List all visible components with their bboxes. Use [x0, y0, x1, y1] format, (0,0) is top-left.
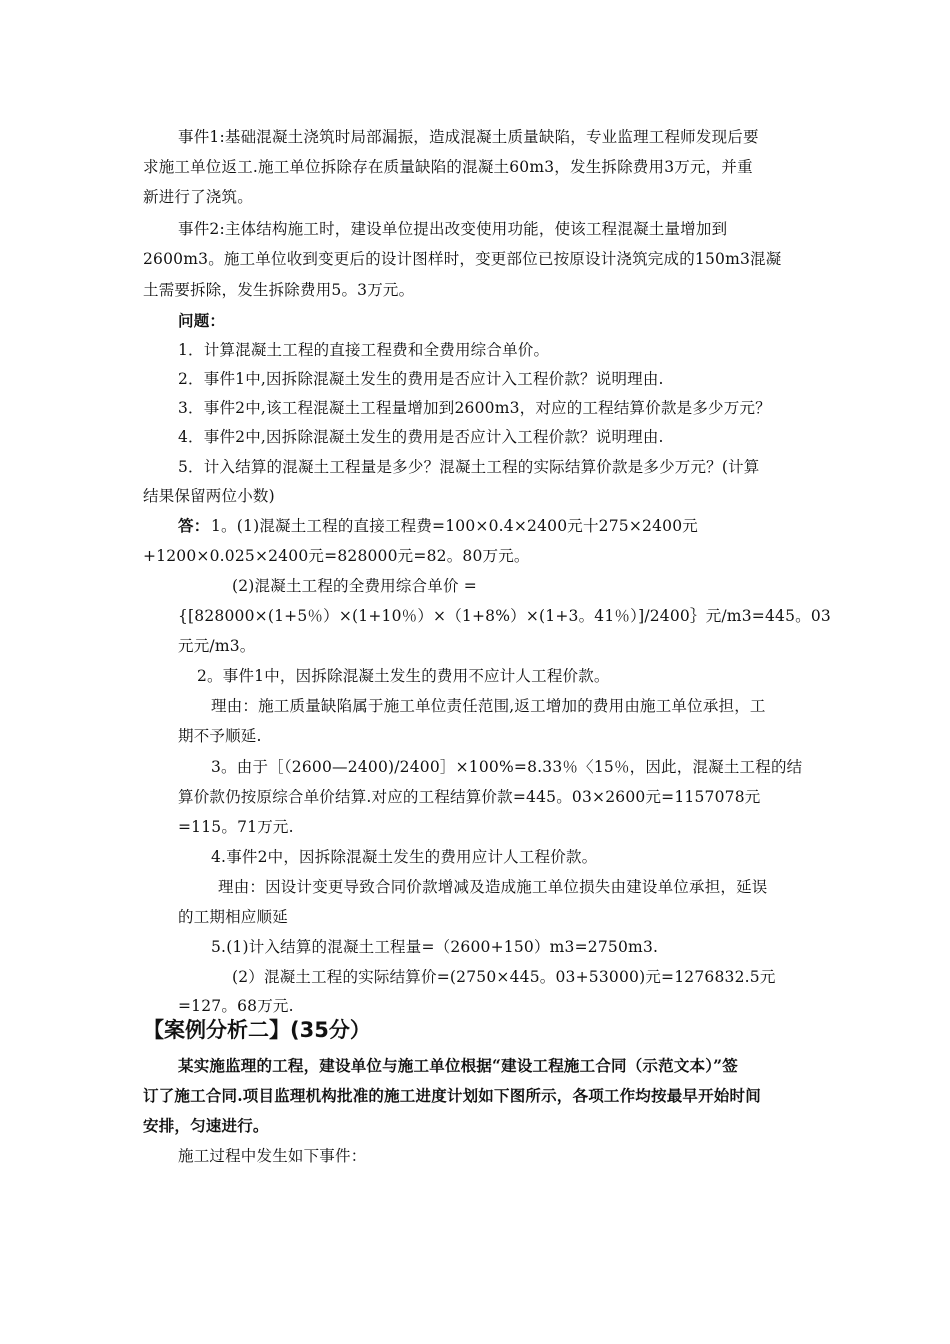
- answer-line: =127。68万元.: [178, 997, 294, 1015]
- answer-line: (2)混凝土工程的全费用综合单价 =: [232, 577, 477, 595]
- answer-line: 3。由于［（2600—2400)/2400］×100%=8.33％〈15％，因此，混凝土工程的结: [211, 758, 803, 776]
- answer-line: 4.事件2中，因拆除混凝土发生的费用应计人工程价款。: [211, 848, 598, 866]
- question-item: 3．事件2中,该工程混凝土工程量增加到2600m3，对应的工程结算价款是多少万元？: [178, 399, 771, 417]
- paragraph-line: 事件1:基础混凝土浇筑时局部漏振，造成混凝土质量缺陷，专业监理工程师发现后要: [178, 128, 759, 146]
- answer-line: 元元/m3。: [178, 637, 256, 655]
- case-intro-line: 订了施工合同.项目监理机构批准的施工进度计划如下图所示，各项工作均按最早开始时间: [143, 1086, 761, 1105]
- paragraph-line: 事件2:主体结构施工时，建设单位提出改变使用功能，使该工程混凝土量增加到: [178, 220, 728, 238]
- question-item: 5．计入结算的混凝土工程量是多少？混凝土工程的实际结算价款是多少万元？(计算: [178, 458, 760, 476]
- questions-heading: 问题：: [178, 311, 226, 330]
- paragraph-line: 土需要拆除，发生拆除费用5。3万元。: [143, 281, 415, 299]
- case-intro-line: 施工过程中发生如下事件：: [178, 1147, 367, 1165]
- question-item: 结果保留两位小数): [143, 487, 275, 505]
- answer-line: 2。事件1中，因拆除混凝土发生的费用不应计人工程价款。: [197, 667, 610, 685]
- answer-line: 算价款仍按原综合单价结算.对应的工程结算价款=445。03×2600元=1157078元: [178, 788, 761, 806]
- answer-line: +1200×0.025×2400元=828000元=82。80万元。: [143, 547, 530, 565]
- case-intro-line: 某实施监理的工程，建设单位与施工单位根据“建设工程施工合同（示范文本）”签: [178, 1056, 738, 1075]
- question-item: 1．计算混凝土工程的直接工程费和全费用综合单价。: [178, 341, 550, 359]
- answer-line: 期不予顺延.: [178, 727, 262, 745]
- case-intro-line: 安排，匀速进行。: [143, 1116, 269, 1135]
- paragraph-line: 2600m3。施工单位收到变更后的设计图样时，变更部位已按原设计浇筑完成的150m3混凝: [143, 250, 782, 268]
- answer-line: =115。71万元.: [178, 818, 294, 836]
- answer-line: 1。(1)混凝土工程的直接工程费=100×0.4×2400元十275×2400元: [211, 517, 698, 535]
- answer-line: 理由：因设计变更导致合同价款增减及造成施工单位损失由建设单位承担，延误: [218, 878, 768, 896]
- answer-line: (2）混凝土工程的实际结算价=(2750×445。03+53000)元=1276832.5元: [232, 968, 776, 986]
- answer-line: 的工期相应顺延: [178, 908, 288, 926]
- answer-line: 5.(1)计入结算的混凝土工程量=（2600+150）m3=2750m3.: [211, 938, 659, 956]
- paragraph-line: 求施工单位返工.施工单位拆除存在质量缺陷的混凝土60m3，发生拆除费用3万元，并重: [143, 158, 753, 176]
- case-heading: 【案例分析二】(35分）: [143, 1018, 371, 1042]
- paragraph-line: 新进行了浇筑。: [143, 188, 253, 206]
- answer-label: 答：: [178, 516, 210, 535]
- answer-line: 理由：施工质量缺陷属于施工单位责任范围,返工增加的费用由施工单位承担，工: [211, 697, 766, 715]
- question-item: 4．事件2中,因拆除混凝土发生的费用是否应计入工程价款？说明理由.: [178, 428, 664, 446]
- answer-line: {[828000×(1+5％）×(1+10％）×（1+8%）×(1+3。41％）]/2400｝元/m3=445。03: [178, 607, 831, 625]
- question-item: 2．事件1中,因拆除混凝土发生的费用是否应计入工程价款？说明理由.: [178, 370, 664, 388]
